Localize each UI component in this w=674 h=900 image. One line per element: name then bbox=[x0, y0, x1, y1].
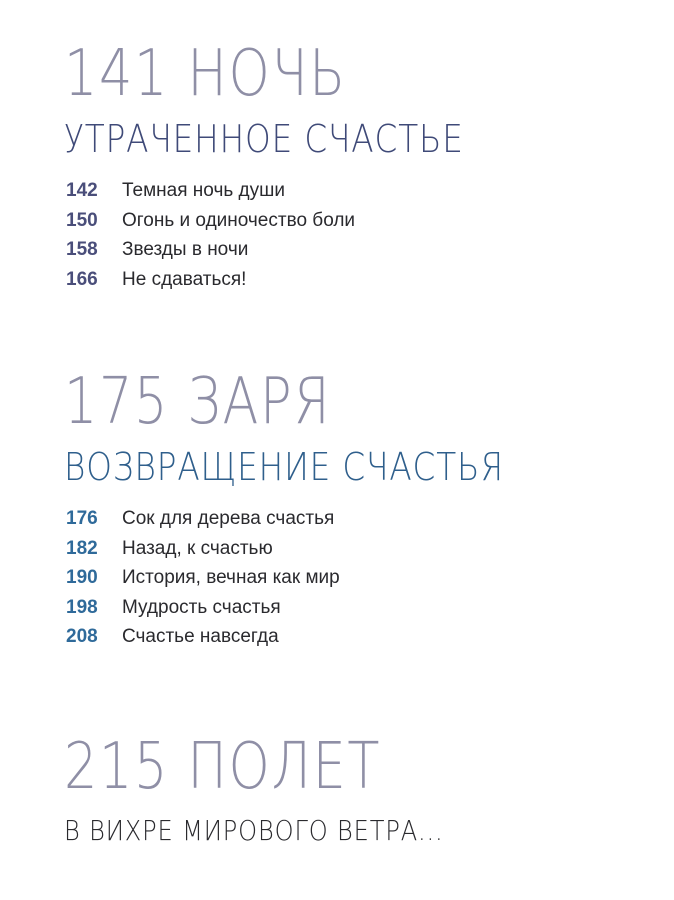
chapter-page-number: 150 bbox=[66, 209, 98, 231]
part-title: 215 ПОЛЕТ bbox=[64, 730, 382, 804]
chapter-entry bbox=[66, 210, 674, 240]
chapter-title: Мудрость счастья bbox=[122, 596, 281, 618]
part-flight bbox=[64, 730, 674, 847]
chapter-entry bbox=[66, 269, 674, 299]
part-night bbox=[64, 37, 674, 298]
chapter-list bbox=[66, 180, 674, 298]
chapter-title: Звезды в ночи bbox=[122, 239, 249, 260]
chapter-page-number: 158 bbox=[66, 239, 98, 260]
part-subtitle: В ВИХРЕ МИРОВОГО ВЕТРА... bbox=[64, 814, 444, 847]
chapter-page-number: 182 bbox=[66, 537, 98, 559]
chapter-entry bbox=[66, 626, 674, 656]
part-title: 175 ЗАРЯ bbox=[64, 365, 332, 439]
chapter-page-number: 190 bbox=[66, 567, 98, 588]
chapter-page-number: 176 bbox=[66, 508, 98, 529]
part-subtitle: ВОЗВРАЩЕНИЕ СЧАСТЬЯ bbox=[64, 445, 504, 489]
chapter-entry bbox=[66, 538, 674, 568]
chapter-page-number: 142 bbox=[66, 180, 98, 201]
chapter-page-number: 208 bbox=[66, 626, 98, 647]
chapter-title: Темная ночь души bbox=[122, 180, 285, 201]
chapter-entry bbox=[66, 597, 674, 627]
chapter-title: Счастье навсегда bbox=[122, 626, 279, 647]
chapter-entry bbox=[66, 508, 674, 538]
part-subtitle: УТРАЧЕННОЕ СЧАСТЬЕ bbox=[64, 117, 464, 161]
chapter-entry bbox=[66, 180, 674, 210]
chapter-list bbox=[66, 508, 674, 656]
part-dawn bbox=[64, 365, 674, 656]
chapter-title: История, вечная как мир bbox=[122, 567, 340, 588]
part-title: 141 НОЧЬ bbox=[64, 37, 347, 111]
chapter-page-number: 198 bbox=[66, 596, 98, 618]
chapter-title: Огонь и одиночество боли bbox=[122, 209, 356, 231]
chapter-title: Не сдаваться! bbox=[122, 268, 247, 290]
chapter-entry bbox=[66, 239, 674, 269]
chapter-page-number: 166 bbox=[66, 268, 98, 290]
chapter-entry bbox=[66, 567, 674, 597]
chapter-title: Сок для дерева счастья bbox=[122, 508, 335, 529]
chapter-title: Назад, к счастью bbox=[122, 537, 273, 559]
